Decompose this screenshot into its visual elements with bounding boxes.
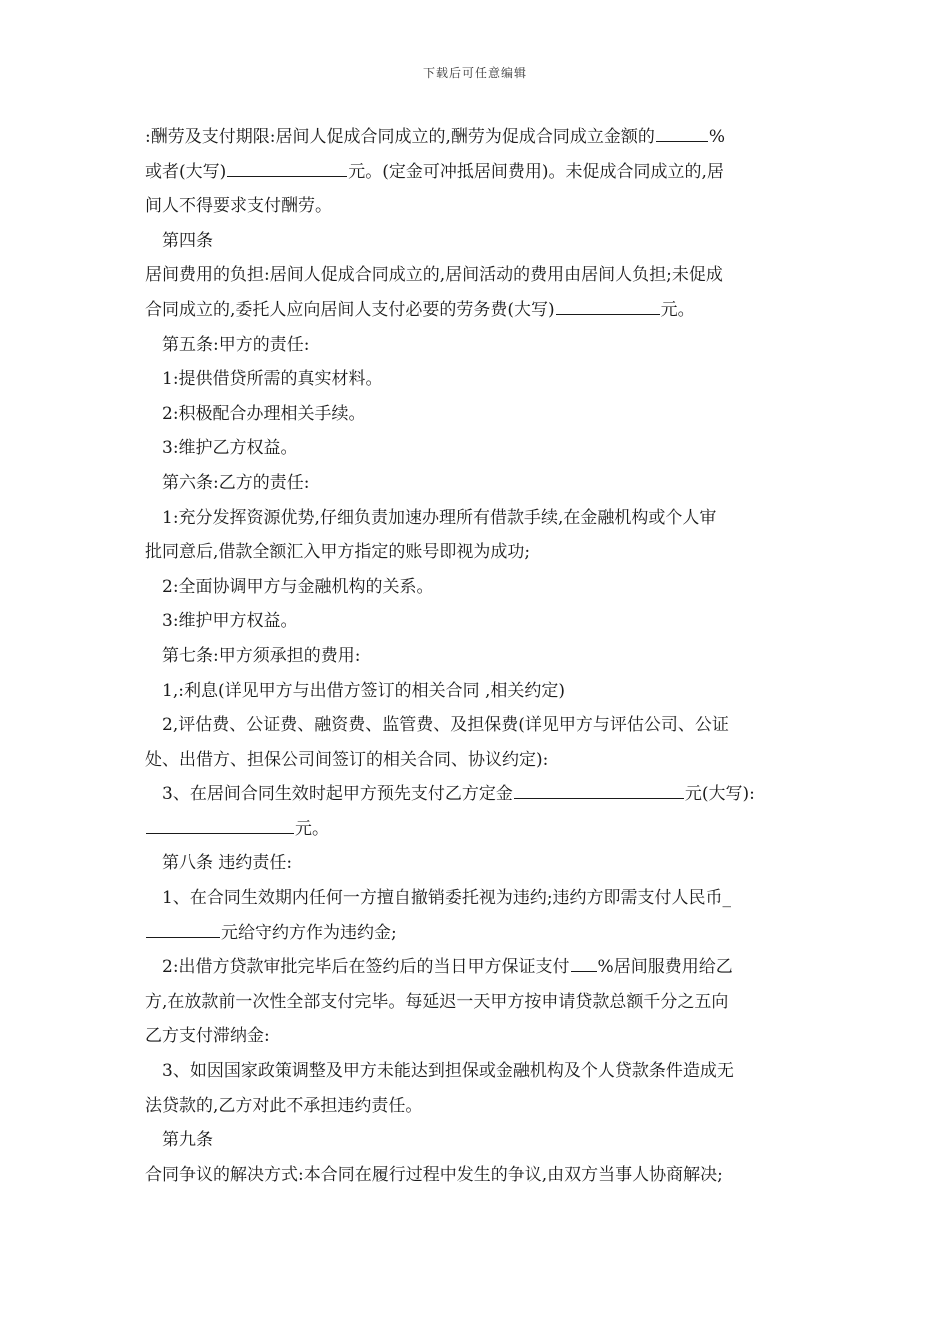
line-text: 元(大写): [684, 784, 755, 805]
paragraph-line [145, 570, 815, 605]
paragraph-line [145, 535, 815, 570]
fill-in-blank [146, 819, 294, 834]
line-text: 2:出借方贷款审批完毕后在签约后的当日甲方保证支付 [162, 957, 570, 978]
paragraph-line [145, 985, 815, 1020]
line-text: 2,评估费、公证费、融资费、监管费、及担保费(详见甲方与评估公司、公证 [162, 715, 729, 736]
line-text: 2:积极配合办理相关手续。 [162, 403, 366, 424]
paragraph-line [145, 501, 815, 536]
paragraph-line [145, 397, 815, 432]
line-text: 第六条:乙方的责任: [162, 472, 310, 493]
line-text: 处、出借方、担保公司间签订的相关合同、协议约定): [145, 749, 549, 770]
paragraph-line [145, 155, 815, 190]
line-text: 方,在放款前一次性全部支付完毕。每延迟一天甲方按申请贷款总额千分之五向 [145, 991, 729, 1012]
line-text: 或者(大写) [145, 161, 227, 182]
paragraph-line [145, 916, 815, 951]
line-text: % [708, 127, 726, 147]
paragraph-line [145, 1054, 815, 1089]
paragraph-line [145, 777, 815, 812]
line-text: 1:充分发挥资源优势,仔细负责加速办理所有借款手续,在金融机构或个人审 [162, 507, 717, 528]
line-text: 3:维护甲方权益。 [162, 611, 298, 632]
line-text: 法贷款的,乙方对此不承担违约责任。 [145, 1095, 423, 1116]
paragraph-line [145, 1019, 815, 1054]
paragraph-line [145, 674, 815, 709]
line-text: 合同争议的解决方式:本合同在履行过程中发生的争议,由双方当事人协商解决; [145, 1164, 723, 1185]
line-text: :酬劳及支付期限:居间人促成合同成立的,酬劳为促成合同成立金额的 [145, 127, 655, 147]
line-text: %居间服费用给乙 [597, 957, 733, 978]
line-text: 合同成立的,委托人应向居间人支付必要的劳务费(大写) [145, 299, 555, 320]
paragraph-line [145, 604, 815, 639]
line-text: 批同意后,借款全额汇入甲方指定的账号即视为成功; [145, 542, 531, 563]
line-text: 元。(定金可冲抵居间费用)。未促成合同成立的,居 [348, 161, 724, 182]
paragraph-line [145, 708, 815, 743]
paragraph-line [145, 120, 815, 155]
paragraph-line [145, 224, 815, 259]
line-text: 3、如因国家政策调整及甲方未能达到担保或金融机构及个人贷款条件造成无 [162, 1061, 734, 1082]
paragraph-line [145, 950, 815, 985]
line-text: 1:提供借贷所需的真实材料。 [162, 369, 383, 390]
paragraph-line [145, 362, 815, 397]
paragraph-line [145, 743, 815, 778]
fill-in-blank [514, 784, 684, 799]
fill-in-blank [656, 127, 708, 142]
line-text: 元给守约方作为违约金; [221, 922, 397, 943]
fill-in-blank [227, 162, 347, 177]
paragraph-line [145, 1089, 815, 1124]
paragraph-line [145, 1123, 815, 1158]
line-text: 元。 [660, 299, 695, 320]
line-text: 3:维护乙方权益。 [162, 438, 298, 459]
paragraph-line [145, 812, 815, 847]
paragraph-line [145, 466, 815, 501]
paragraph-line [145, 328, 815, 363]
line-text: 1,:利息(详见甲方与出借方签订的相关合同 ,相关约定) [162, 680, 566, 701]
line-text: 元。 [295, 818, 329, 839]
line-text: 第四条 [162, 230, 213, 251]
paragraph-line [145, 293, 815, 328]
line-text: 居间费用的负担:居间人促成合同成立的,居间活动的费用由居间人负担;未促成 [145, 265, 723, 286]
line-text: 第七条:甲方须承担的费用: [162, 645, 361, 666]
line-text: 1、在合同生效期内任何一方擅自撤销委托视为违约;违约方即需支付人民币_ [162, 888, 732, 909]
line-text: 2:全面协调甲方与金融机构的关系。 [162, 576, 434, 597]
paragraph-line [145, 846, 815, 881]
line-text: 3、在居间合同生效时起甲方预先支付乙方定金 [162, 784, 513, 805]
line-text: 第五条:甲方的责任: [162, 334, 310, 355]
paragraph-line [145, 1158, 815, 1193]
paragraph-line [145, 431, 815, 466]
paragraph-line [145, 881, 815, 916]
paragraph-line [145, 639, 815, 674]
fill-in-blank [146, 923, 220, 938]
paragraph-line [145, 189, 815, 224]
line-text: 第九条 [162, 1130, 213, 1151]
line-text: 间人不得要求支付酬劳。 [145, 196, 332, 217]
fill-in-blank [556, 300, 660, 315]
document-body [145, 120, 815, 1192]
fill-in-blank [571, 957, 597, 972]
page-header: 下载后可任意编辑 [422, 66, 527, 80]
line-text: 第八条 违约责任: [162, 853, 293, 874]
line-text: 乙方支付滞纳金: [145, 1026, 270, 1047]
paragraph-line [145, 258, 815, 293]
